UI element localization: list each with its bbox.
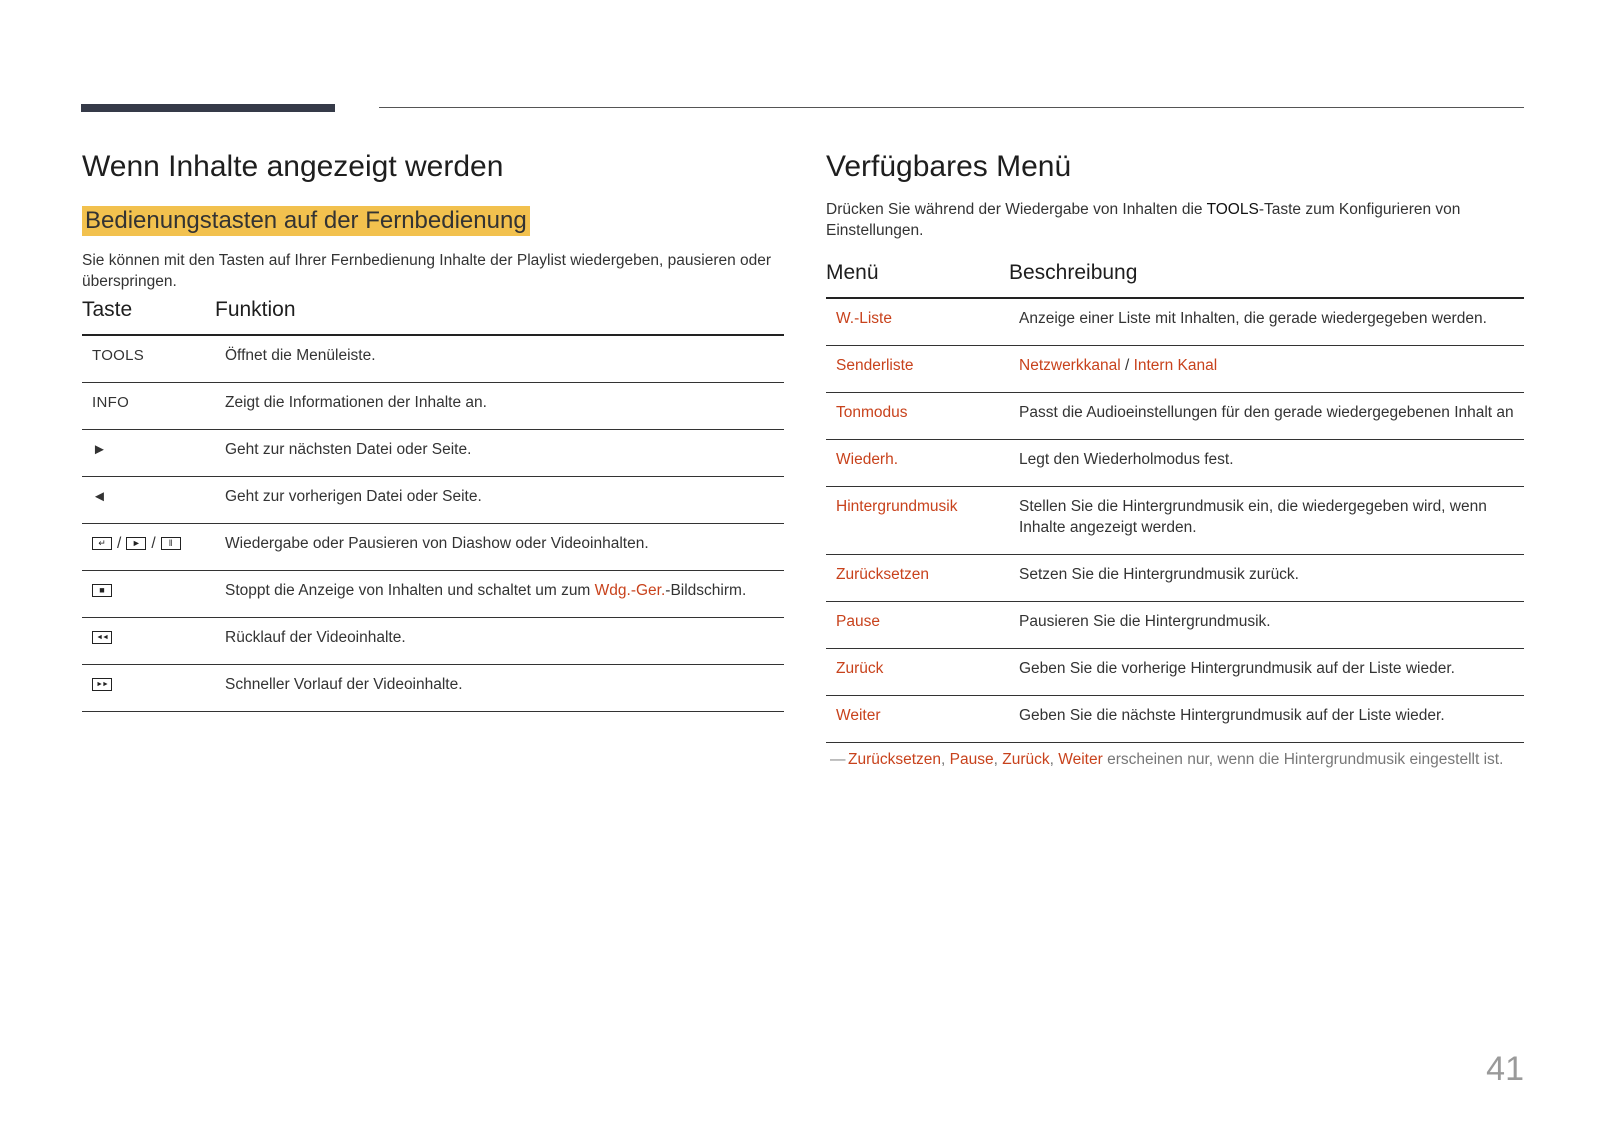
menu-item-hintergrundmusik: Hintergrundmusik (826, 487, 1009, 555)
menu-item-pause: Pause (826, 602, 1009, 649)
subsection-title: Bedienungstasten auf der Fernbedienung (82, 206, 530, 236)
column-header-funktion: Funktion (215, 298, 784, 335)
table-row (82, 524, 784, 571)
intro-text (826, 199, 1524, 241)
table-row (826, 346, 1524, 393)
intro-text: Sie können mit den Tasten auf Ihrer Fernbedienung Inhalte der Playlist wiedergeben, pausieren oder überspringen. (82, 252, 772, 290)
table-row (826, 696, 1524, 743)
table-row (826, 602, 1524, 649)
intro-part: Drücken Sie während der Wiedergabe von Inhalten die (826, 201, 1207, 218)
intro-part: -Taste zum Konfigurieren von Einstellungen. (826, 201, 1461, 239)
note-item-zurueck: Zurück (1002, 751, 1050, 768)
note-comma: , (1049, 751, 1059, 768)
desc-text: Stoppt die Anzeige von Inhalten und schaltet um zum (225, 582, 595, 599)
key-description: Zeigt die Informationen der Inhalte an. (215, 383, 784, 430)
table-row (82, 335, 784, 383)
desc-text: -Bildschirm. (665, 582, 747, 599)
rewind-key (82, 618, 215, 665)
table-row (82, 571, 784, 618)
tools-key-label: TOOLS (1206, 201, 1259, 218)
menu-item-zuruecksetzen: Zurücksetzen (826, 555, 1009, 602)
menu-item-tonmodus: Tonmodus (826, 393, 1009, 440)
footnote (826, 749, 1524, 770)
table-row (826, 298, 1524, 346)
table-row (82, 430, 784, 477)
key-description (215, 571, 784, 618)
separator: / (1120, 357, 1134, 374)
table-row (826, 649, 1524, 696)
column-header-menu: Menü (826, 261, 1009, 298)
note-item-weiter: Weiter (1058, 751, 1103, 768)
key-description: Rücklauf der Videoinhalte. (215, 618, 784, 665)
header-rule (379, 107, 1524, 108)
section-title: Wenn Inhalte angezeigt werden (82, 150, 504, 183)
menu-description (1009, 346, 1524, 393)
remote-buttons-table (82, 298, 784, 712)
table-row (826, 440, 1524, 487)
stop-key (82, 571, 215, 618)
menu-description: Legt den Wiederholmodus fest. (1009, 440, 1524, 487)
enter-icon: ↵ (92, 537, 112, 550)
right-column (826, 146, 1524, 770)
fast-forward-key (82, 665, 215, 712)
key-tools: TOOLS (82, 335, 215, 383)
play-pause-keys (82, 524, 215, 571)
table-row (82, 618, 784, 665)
menu-item-w-liste: W.-Liste (826, 298, 1009, 346)
note-item-pause: Pause (949, 751, 994, 768)
menu-item-zurueck: Zurück (826, 649, 1009, 696)
table-row (826, 487, 1524, 555)
play-icon: ► (126, 537, 146, 550)
separator: / (117, 535, 122, 552)
fast-forward-icon: ►► (92, 678, 112, 691)
page-number: 41 (1486, 1050, 1524, 1088)
menu-description: Passt die Audioeinstellungen für den gerade wiedergegebenen Inhalt an (1009, 393, 1524, 440)
note-comma: , (993, 751, 1003, 768)
column-header-beschreibung: Beschreibung (1009, 261, 1524, 298)
key-description: Schneller Vorlauf der Videoinhalte. (215, 665, 784, 712)
menu-description: Setzen Sie die Hintergrundmusik zurück. (1009, 555, 1524, 602)
header-accent-bar (81, 104, 335, 112)
menu-item-senderliste: Senderliste (826, 346, 1009, 393)
left-arrow-icon: ◄ (82, 477, 215, 524)
menu-item-wiederh: Wiederh. (826, 440, 1009, 487)
column-header-taste: Taste (82, 298, 215, 335)
netzwerkkanal-link: Netzwerkkanal (1019, 357, 1121, 374)
table-row (82, 383, 784, 430)
key-description: Wiedergabe oder Pausieren von Diashow oder Videoinhalten. (215, 524, 784, 571)
note-comma: , (941, 751, 950, 768)
rewind-icon: ◄◄ (92, 631, 112, 644)
key-description: Geht zur vorherigen Datei oder Seite. (215, 477, 784, 524)
key-description: Öffnet die Menüleiste. (215, 335, 784, 383)
table-row (826, 393, 1524, 440)
wdg-ger-link: Wdg.-Ger. (594, 582, 666, 599)
section-title: Verfügbares Menü (826, 150, 1072, 183)
menu-description: Geben Sie die nächste Hintergrundmusik auf der Liste wieder. (1009, 696, 1524, 743)
menu-description: Geben Sie die vorherige Hintergrundmusik auf der Liste wieder. (1009, 649, 1524, 696)
menu-table (826, 261, 1524, 743)
table-row (82, 477, 784, 524)
right-arrow-icon: ► (82, 430, 215, 477)
note-text: erscheinen nur, wenn die Hintergrundmusik eingestellt ist. (1102, 751, 1504, 768)
menu-description: Anzeige einer Liste mit Inhalten, die gerade wiedergegeben werden. (1009, 298, 1524, 346)
left-column (82, 146, 784, 712)
intern-kanal-link: Intern Kanal (1133, 357, 1218, 374)
key-info: INFO (82, 383, 215, 430)
menu-description: Stellen Sie die Hintergrundmusik ein, die wiedergegeben wird, wenn Inhalte angezeigt werden. (1009, 487, 1524, 555)
menu-description: Pausieren Sie die Hintergrundmusik. (1009, 602, 1524, 649)
table-row (82, 665, 784, 712)
menu-item-weiter: Weiter (826, 696, 1009, 743)
pause-icon: ǁ (161, 537, 181, 550)
separator: / (151, 535, 156, 552)
note-dash: — (830, 751, 846, 768)
table-row (826, 555, 1524, 602)
key-description: Geht zur nächsten Datei oder Seite. (215, 430, 784, 477)
stop-icon: ■ (92, 584, 112, 597)
note-item-zuruecksetzen: Zurücksetzen (848, 751, 942, 768)
